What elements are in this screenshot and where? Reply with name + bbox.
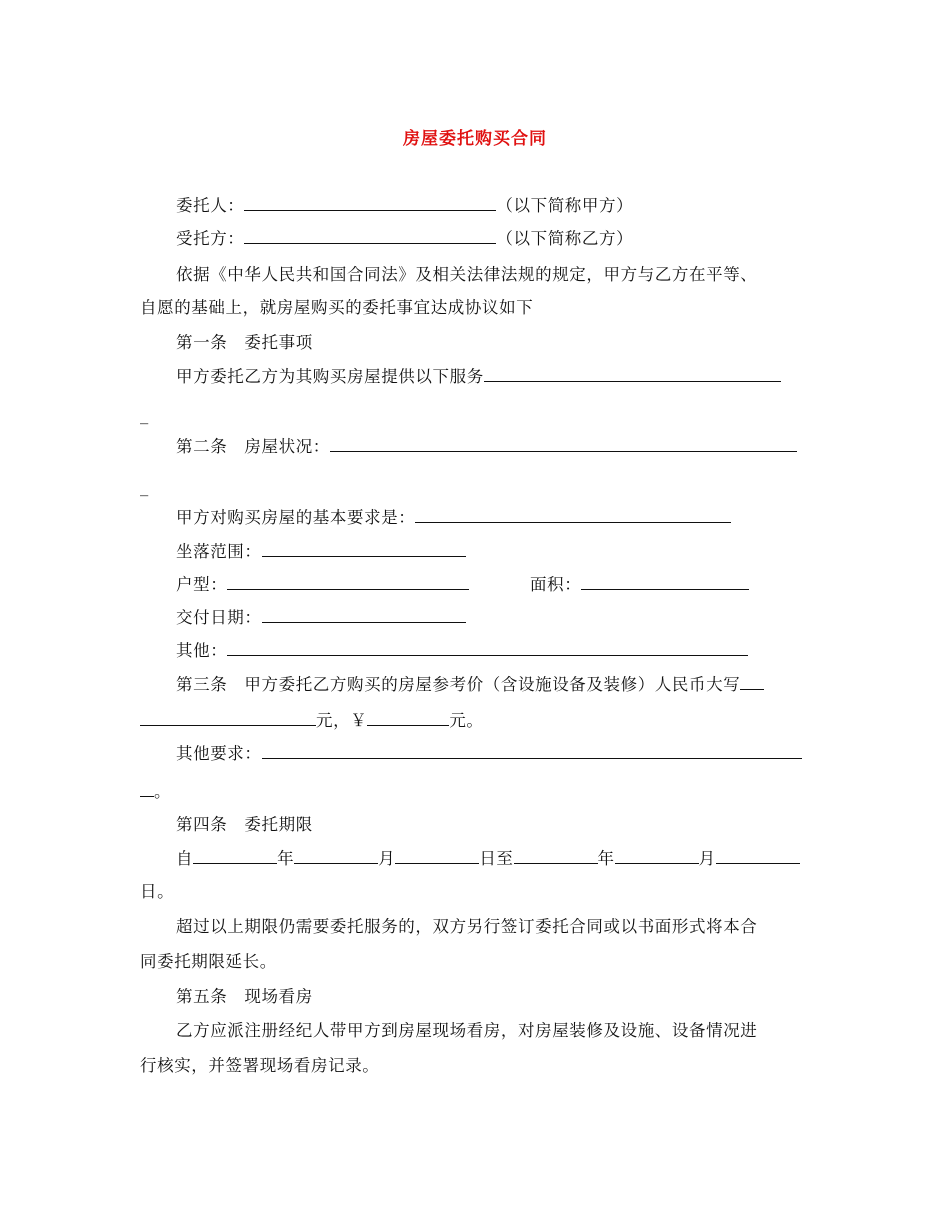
other-req-line — [176, 743, 802, 765]
location-line — [176, 541, 466, 563]
other-req-label: 其他要求： — [176, 744, 262, 763]
article-4-heading: 第四条 委托期限 — [176, 815, 313, 834]
article-2-label: 第二条 房屋状况： — [176, 437, 330, 456]
term-start-month-blank[interactable] — [294, 848, 378, 864]
article-3-blank-1[interactable] — [740, 674, 764, 690]
article-2-tail: _ — [140, 477, 149, 496]
agent-blank[interactable] — [244, 228, 496, 244]
term-from: 自 — [176, 849, 194, 868]
term-day-end: 日。 — [140, 882, 175, 901]
other-line — [176, 640, 748, 662]
principal-label: 委托人： — [176, 196, 245, 215]
term-start-day-blank[interactable] — [395, 848, 479, 864]
term-month-1: 月 — [378, 849, 396, 868]
agent-line — [176, 228, 633, 250]
article-1-blank[interactable] — [484, 366, 781, 382]
article-3-line — [176, 674, 764, 696]
price-yuan-label: 元，￥ — [316, 711, 368, 730]
principal-blank[interactable] — [244, 195, 496, 211]
price-words-blank[interactable] — [140, 710, 316, 726]
article-1-heading: 第一条 委托事项 — [176, 333, 313, 352]
agent-label: 受托方： — [176, 229, 245, 248]
delivery-blank[interactable] — [262, 607, 466, 623]
area-line — [530, 574, 749, 596]
other-label: 其他： — [176, 641, 228, 660]
area-blank[interactable] — [581, 574, 749, 590]
price-yuan-end: 元。 — [449, 711, 484, 730]
preamble-line-2: 自愿的基础上，就房屋购买的委托事宜达成协议如下 — [140, 298, 534, 317]
other-req-blank[interactable] — [262, 743, 802, 759]
location-blank[interactable] — [262, 541, 466, 557]
principal-line — [176, 195, 633, 217]
area-label: 面积： — [530, 575, 582, 594]
term-start-year-blank[interactable] — [193, 848, 277, 864]
price-number-blank[interactable] — [367, 710, 449, 726]
article-1-tail: _ — [140, 405, 149, 424]
term-end-day-blank[interactable] — [716, 848, 800, 864]
delivery-line — [176, 607, 466, 629]
document-title: 房屋委托购买合同 — [403, 129, 547, 149]
location-label: 坐落范围： — [176, 542, 262, 561]
term-day-to: 日至 — [479, 849, 514, 868]
extend-line-2: 同委托期限延长。 — [140, 952, 277, 971]
article-1-text-line — [176, 366, 781, 388]
term-year-1: 年 — [277, 849, 295, 868]
other-req-tail: 。 — [154, 782, 172, 801]
term-end-year-blank[interactable] — [514, 848, 598, 864]
requirements-blank[interactable] — [415, 507, 731, 523]
preamble-line-1: 依据《中华人民共和国合同法》及相关法律法规的规定，甲方与乙方在平等、 — [176, 265, 758, 284]
article-2-line — [176, 436, 797, 458]
other-blank[interactable] — [227, 640, 748, 656]
term-year-2: 年 — [597, 849, 615, 868]
requirements-label: 甲方对购买房屋的基本要求是： — [176, 508, 416, 527]
article-5-line-1: 乙方应派注册经纪人带甲方到房屋现场看房，对房屋装修及设施、设备情况进 — [176, 1021, 758, 1040]
extend-line-1: 超过以上期限仍需要委托服务的，双方另行签订委托合同或以书面形式将本合 — [176, 917, 758, 936]
term-line — [176, 848, 800, 870]
article-5-heading: 第五条 现场看房 — [176, 987, 313, 1006]
other-req-tail-line — [140, 781, 171, 803]
other-req-tail-blank[interactable] — [140, 781, 154, 797]
article-5-line-2: 行核实，并签署现场看房记录。 — [140, 1056, 380, 1075]
article-1-text: 甲方委托乙方为其购买房屋提供以下服务 — [176, 367, 484, 386]
requirements-line — [176, 507, 731, 529]
article-3-price-line — [140, 710, 484, 732]
type-blank[interactable] — [227, 574, 469, 590]
type-label: 户型： — [176, 575, 228, 594]
delivery-label: 交付日期： — [176, 608, 262, 627]
agent-suffix: （以下简称乙方） — [496, 229, 634, 248]
article-3-text: 第三条 甲方委托乙方购买的房屋参考价（含设施设备及装修）人民币大写 — [176, 675, 741, 694]
term-end-month-blank[interactable] — [615, 848, 699, 864]
principal-suffix: （以下简称甲方） — [496, 196, 634, 215]
article-2-blank[interactable] — [330, 436, 797, 452]
term-month-2: 月 — [698, 849, 716, 868]
type-line — [176, 574, 469, 596]
